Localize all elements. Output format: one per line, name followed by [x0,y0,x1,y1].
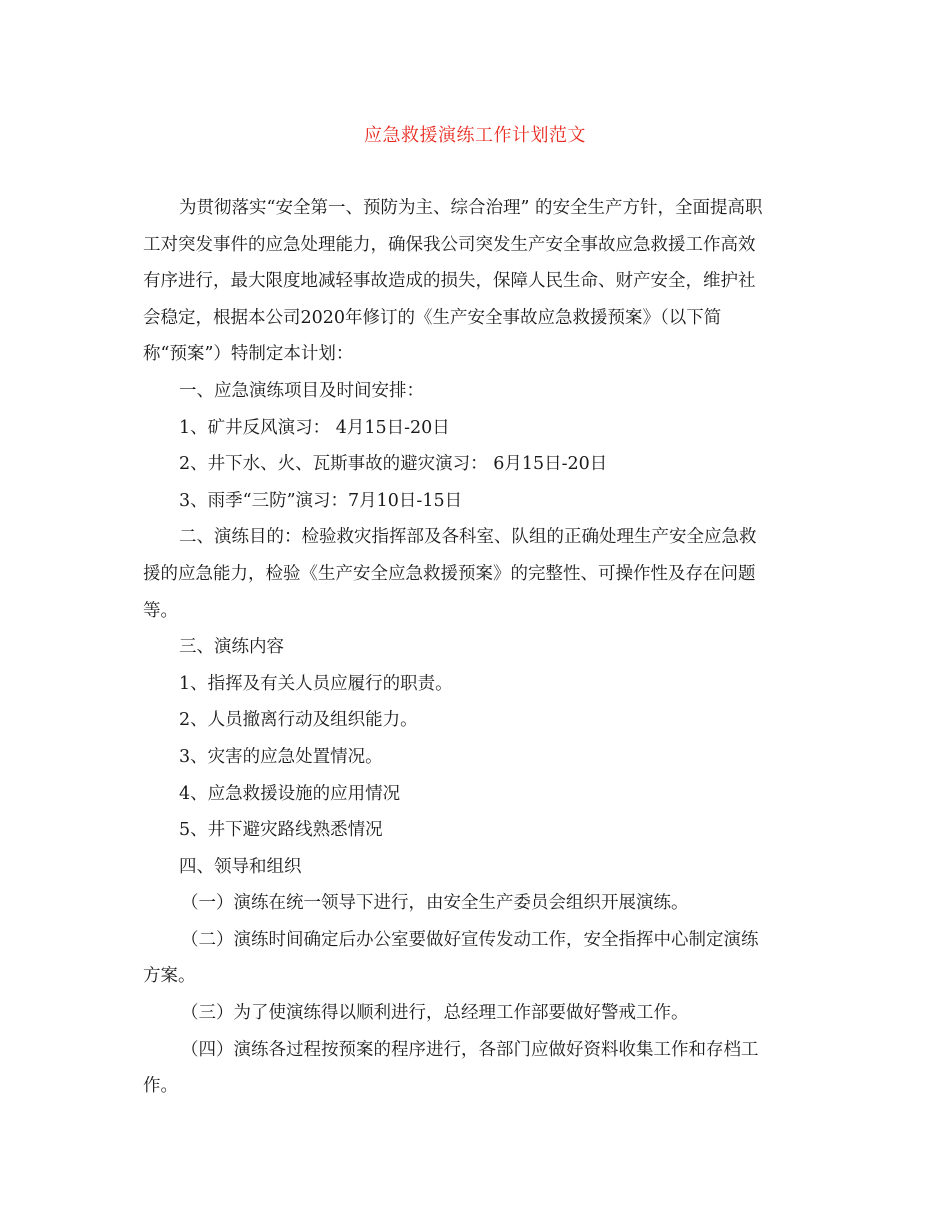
list-item: 2、人员撤离行动及组织能力。 [179,710,418,731]
document-title: 应急救援演练工作计划范文 [364,125,586,146]
paragraph-line: 有序进行，最大限度地减轻事故造成的损失，保障人民生命、财产安全，维护社 [143,271,756,292]
paragraph-line: 会稳定，根据本公司2020年修订的《生产安全事故应急救援预案》（以下简 [143,307,722,328]
paragraph-line: 为贯彻落实“安全第一、预防为主、综合治理” 的安全生产方针，全面提高职 [179,198,763,218]
list-item: 1、指挥及有关人员应履行的职责。 [179,673,453,694]
paragraph-line: 等。 [143,600,178,621]
list-item: （二）演练时间确定后办公室要做好宣传发动工作，安全指挥中心制定演练 [181,929,759,950]
paragraph-line: 工对突发事件的应急处理能力，确保我公司突发生产安全事故应急救援工作高效 [143,234,756,255]
list-item: 2、井下水、火、瓦斯事故的避灾演习： 6月15日-20日 [179,454,608,475]
list-item: （一）演练在统一领导下进行，由安全生产委员会组织开展演练。 [181,893,689,914]
list-item: 5、井下避灾路线熟悉情况 [179,820,383,841]
list-item: （三）为了使演练得以顺利进行，总经理工作部要做好警戒工作。 [181,1003,689,1024]
section-heading: 一、应急演练项目及时间安排： [179,380,424,401]
section-heading: 四、领导和组织 [179,856,302,877]
list-item: 4、应急救援设施的应用情况 [179,783,401,804]
list-item: 3、灾害的应急处置情况。 [179,746,383,767]
paragraph-line: 称“预案”）特制定本计划： [143,344,354,365]
list-item: 3、雨季“三防”演习：7月10日-15日 [179,490,463,511]
section-heading: 三、演练内容 [179,637,284,658]
paragraph-line: 作。 [143,1076,178,1097]
list-item: 1、矿井反风演习： 4月15日-20日 [179,417,450,438]
section-heading: 二、演练目的：检验救灾指挥部及各科室、队组的正确处理生产安全应急救 [179,527,757,548]
list-item: （四）演练各过程按预案的程序进行，各部门应做好资料收集工作和存档工 [181,1039,759,1060]
paragraph-line: 援的应急能力，检验《生产安全应急救援预案》的完整性、可操作性及存在问题 [143,563,756,584]
paragraph-line: 方案。 [143,966,196,987]
document-body [143,190,803,1105]
